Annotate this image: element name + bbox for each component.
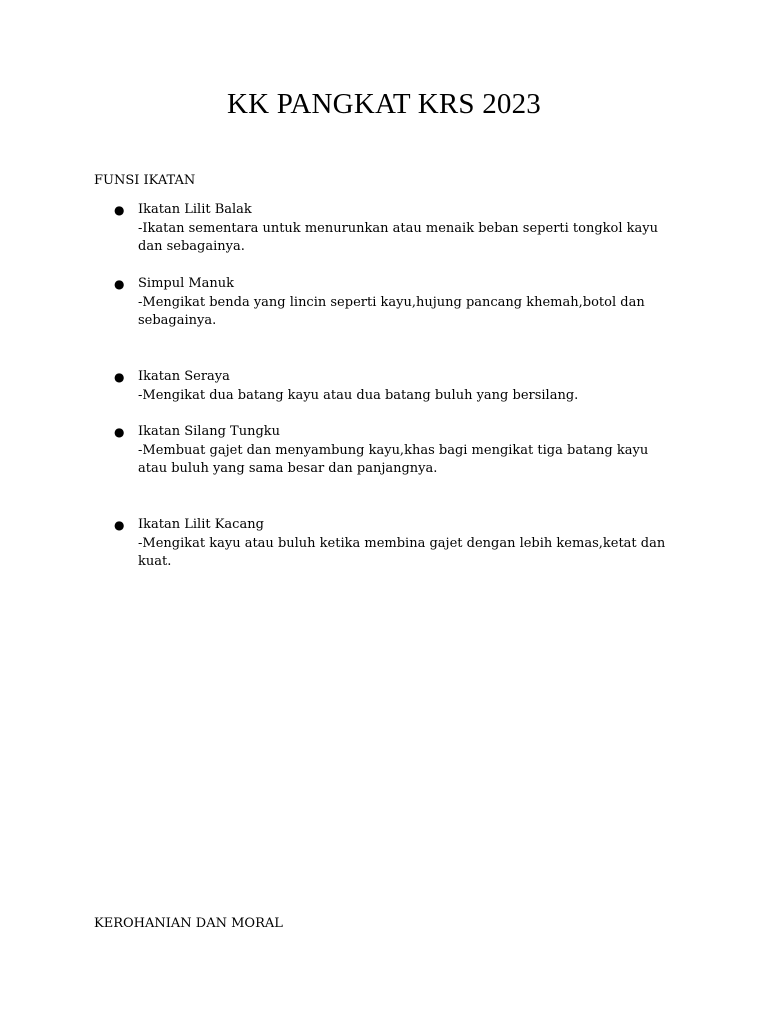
item-description: -Mengikat dua batang kayu atau dua batang buluh yang bersilang.	[138, 387, 579, 403]
item-name: Simpul Manuk	[138, 276, 235, 291]
bullet-icon: ●	[114, 370, 125, 384]
bullet-icon: ●	[114, 203, 125, 217]
section-heading-kerohanian-dan-moral: KEROHANIAN DAN MORAL	[94, 916, 283, 931]
item-description: -Ikatan sementara untuk menurunkan atau menaik beban seperti tongkol kayu dan sebagainya.	[138, 220, 658, 254]
item-description: -Mengikat benda yang lincin seperti kayu,hujung pancang khemah,botol dan sebagainya.	[138, 294, 645, 328]
list-item-ikatan-silang-tungku	[94, 423, 684, 479]
item-name: Ikatan Lilit Kacang	[138, 517, 264, 532]
list-item-ikatan-seraya	[94, 368, 684, 405]
list-item-ikatan-lilit-balak	[94, 201, 684, 257]
item-description: -Mengikat kayu atau buluh ketika membina gajet dengan lebih kemas,ketat dan kuat.	[138, 535, 666, 569]
item-name: Ikatan Silang Tungku	[138, 424, 281, 439]
bullet-icon: ●	[114, 277, 125, 291]
item-name: Ikatan Seraya	[138, 369, 230, 384]
bullet-icon: ●	[114, 425, 125, 439]
section-heading-funsi-ikatan: FUNSI IKATAN	[94, 173, 196, 188]
document-title: KK PANGKAT KRS 2023	[226, 88, 541, 120]
list-item-simpul-manuk	[94, 275, 684, 331]
bullet-icon: ●	[114, 518, 125, 532]
list-item-ikatan-lilit-kacang	[94, 516, 684, 572]
item-name: Ikatan Lilit Balak	[138, 202, 252, 217]
item-description: -Membuat gajet dan menyambung kayu,khas bagi mengikat tiga batang kayu atau buluh yang sama besar dan panjangnya.	[138, 442, 649, 476]
